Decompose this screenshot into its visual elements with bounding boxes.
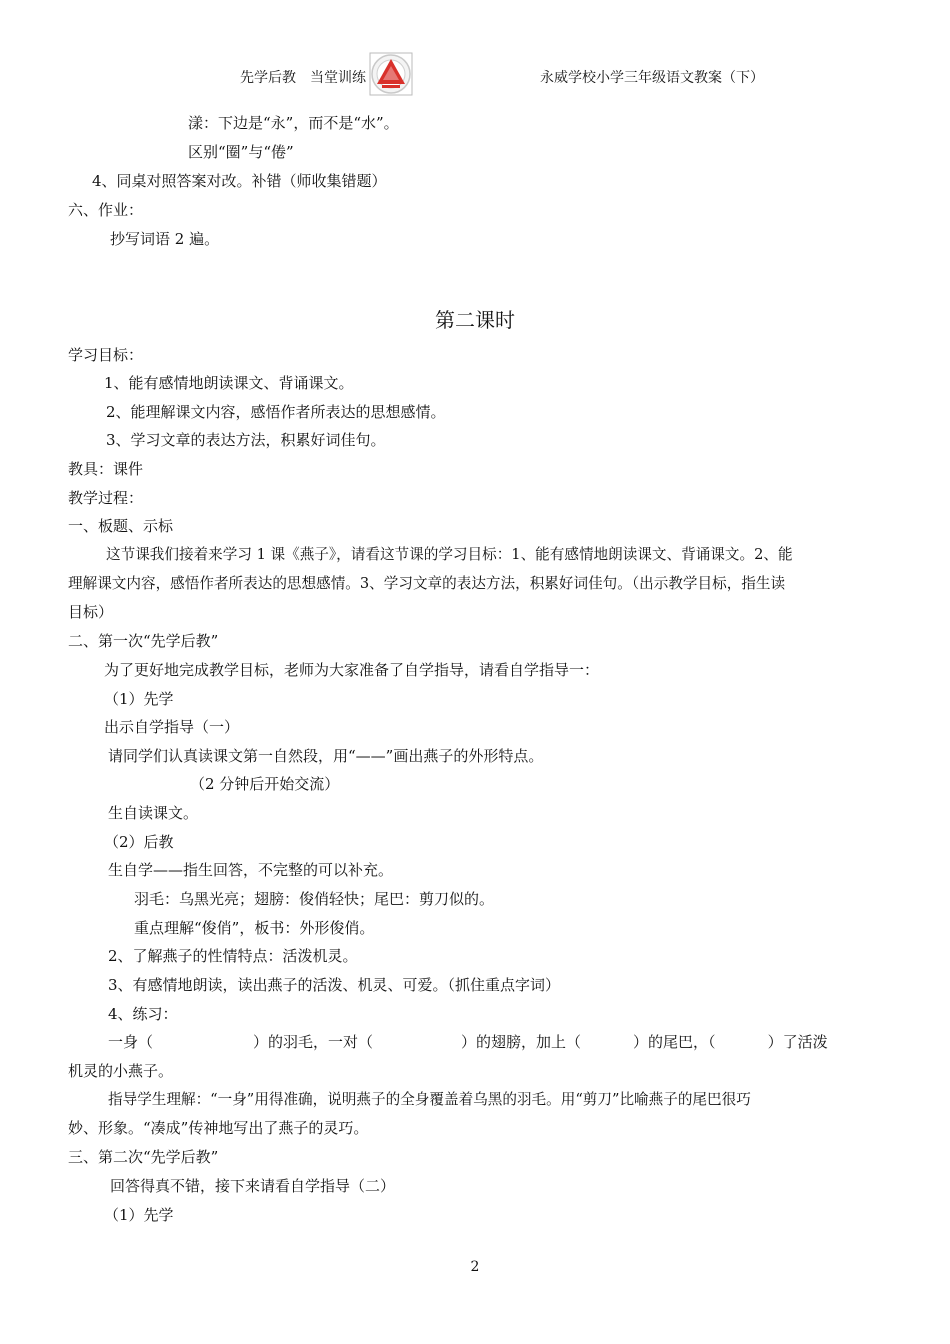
section-heading: 一、板题、示标 [68,517,174,535]
section-heading: 学习目标： [68,346,144,364]
paragraph-line: 理解课文内容，感悟作者所表达的思想感情。3、学习文章的表达方法，积累好词佳句。（出示教学目标，指生读 [68,575,786,592]
text-line: 区别“圈”与“倦” [188,143,294,161]
text-line: 为了更好地完成教学目标，老师为大家准备了自学指导，请看自学指导一： [104,661,600,679]
text-line: 4、同桌对照答案对改。补错（师收集错题） [92,172,387,190]
header-right-text: 永威学校小学三年级语文教案（下） [540,70,764,86]
section-title: 第二课时 [435,308,515,332]
header-left-text: 先学后教 当堂训练 [240,70,366,86]
text-line: 生自学——指生回答，不完整的可以补充。 [108,861,394,879]
text-line: 抄写词语 2 遍。 [110,230,220,248]
text-line: （2 分钟后开始交流） [190,775,340,793]
paragraph-line: 妙、形象。“凑成”传神地写出了燕子的灵巧。 [68,1119,369,1137]
exercise-part: ）的翅膀，加上（ [461,1033,582,1051]
text-line: 4、练习： [108,1005,178,1023]
exercise-part: ）了活泼 [767,1033,828,1051]
text-line: 请同学们认真读课文第一自然段，用“——”画出燕子的外形特点。 [108,747,544,765]
exercise-part: ）的尾巴，（ [633,1033,716,1051]
text-line: 1、能有感情地朗读课文、背诵课文。 [104,374,354,392]
text-line: 生自读课文。 [108,804,199,822]
section-heading: 三、第二次“先学后教” [68,1148,219,1166]
text-line: 回答得真不错，接下来请看自学指导（二） [110,1177,396,1195]
text-line: 教具：课件 [68,460,144,478]
paragraph-line: 指导学生理解：“一身”用得准确，说明燕子的全身覆盖着乌黑的羽毛。用“剪刀”比喻燕子的尾巴很巧 [108,1091,751,1108]
exercise-line [108,1032,828,1052]
text-line: 重点理解“俊俏”，板书：外形俊俏。 [134,919,375,937]
text-line: 出示自学指导（一） [104,718,240,736]
section-heading: 二、第一次“先学后教” [68,632,219,650]
text-line: 2、了解燕子的性情特点：活泼机灵。 [108,947,358,965]
text-line: 漾：下边是“永”，而不是“水”。 [188,114,399,132]
text-line: 羽毛：乌黑光亮；翅膀：俊俏轻快；尾巴：剪刀似的。 [134,890,495,908]
text-line: （2）后教 [104,833,174,851]
section-heading: 六、作业： [68,201,144,219]
paragraph-line: 目标） [68,603,114,621]
text-line: 2、能理解课文内容，感悟作者所表达的思想感情。 [106,403,446,421]
exercise-part: 一身（ [108,1033,154,1051]
text-line: （1）先学 [104,690,174,708]
school-logo-icon [369,52,413,96]
text-line: 3、有感情地朗读，读出燕子的活泼、机灵、可爱。（抓住重点字词） [108,976,561,994]
paragraph-line: 这节课我们接着来学习 1 课《燕子》，请看这节课的学习目标：1、能有感情地朗读课文、背诵课文。2、能 [106,546,793,563]
text-line: 3、学习文章的表达方法，积累好词佳句。 [106,431,386,449]
text-line: 机灵的小燕子。 [68,1062,174,1080]
page-number: 2 [470,1259,480,1275]
text-line: 教学过程： [68,489,144,507]
text-line: （1）先学 [104,1206,174,1224]
exercise-part: ）的羽毛，一对（ [253,1033,374,1051]
